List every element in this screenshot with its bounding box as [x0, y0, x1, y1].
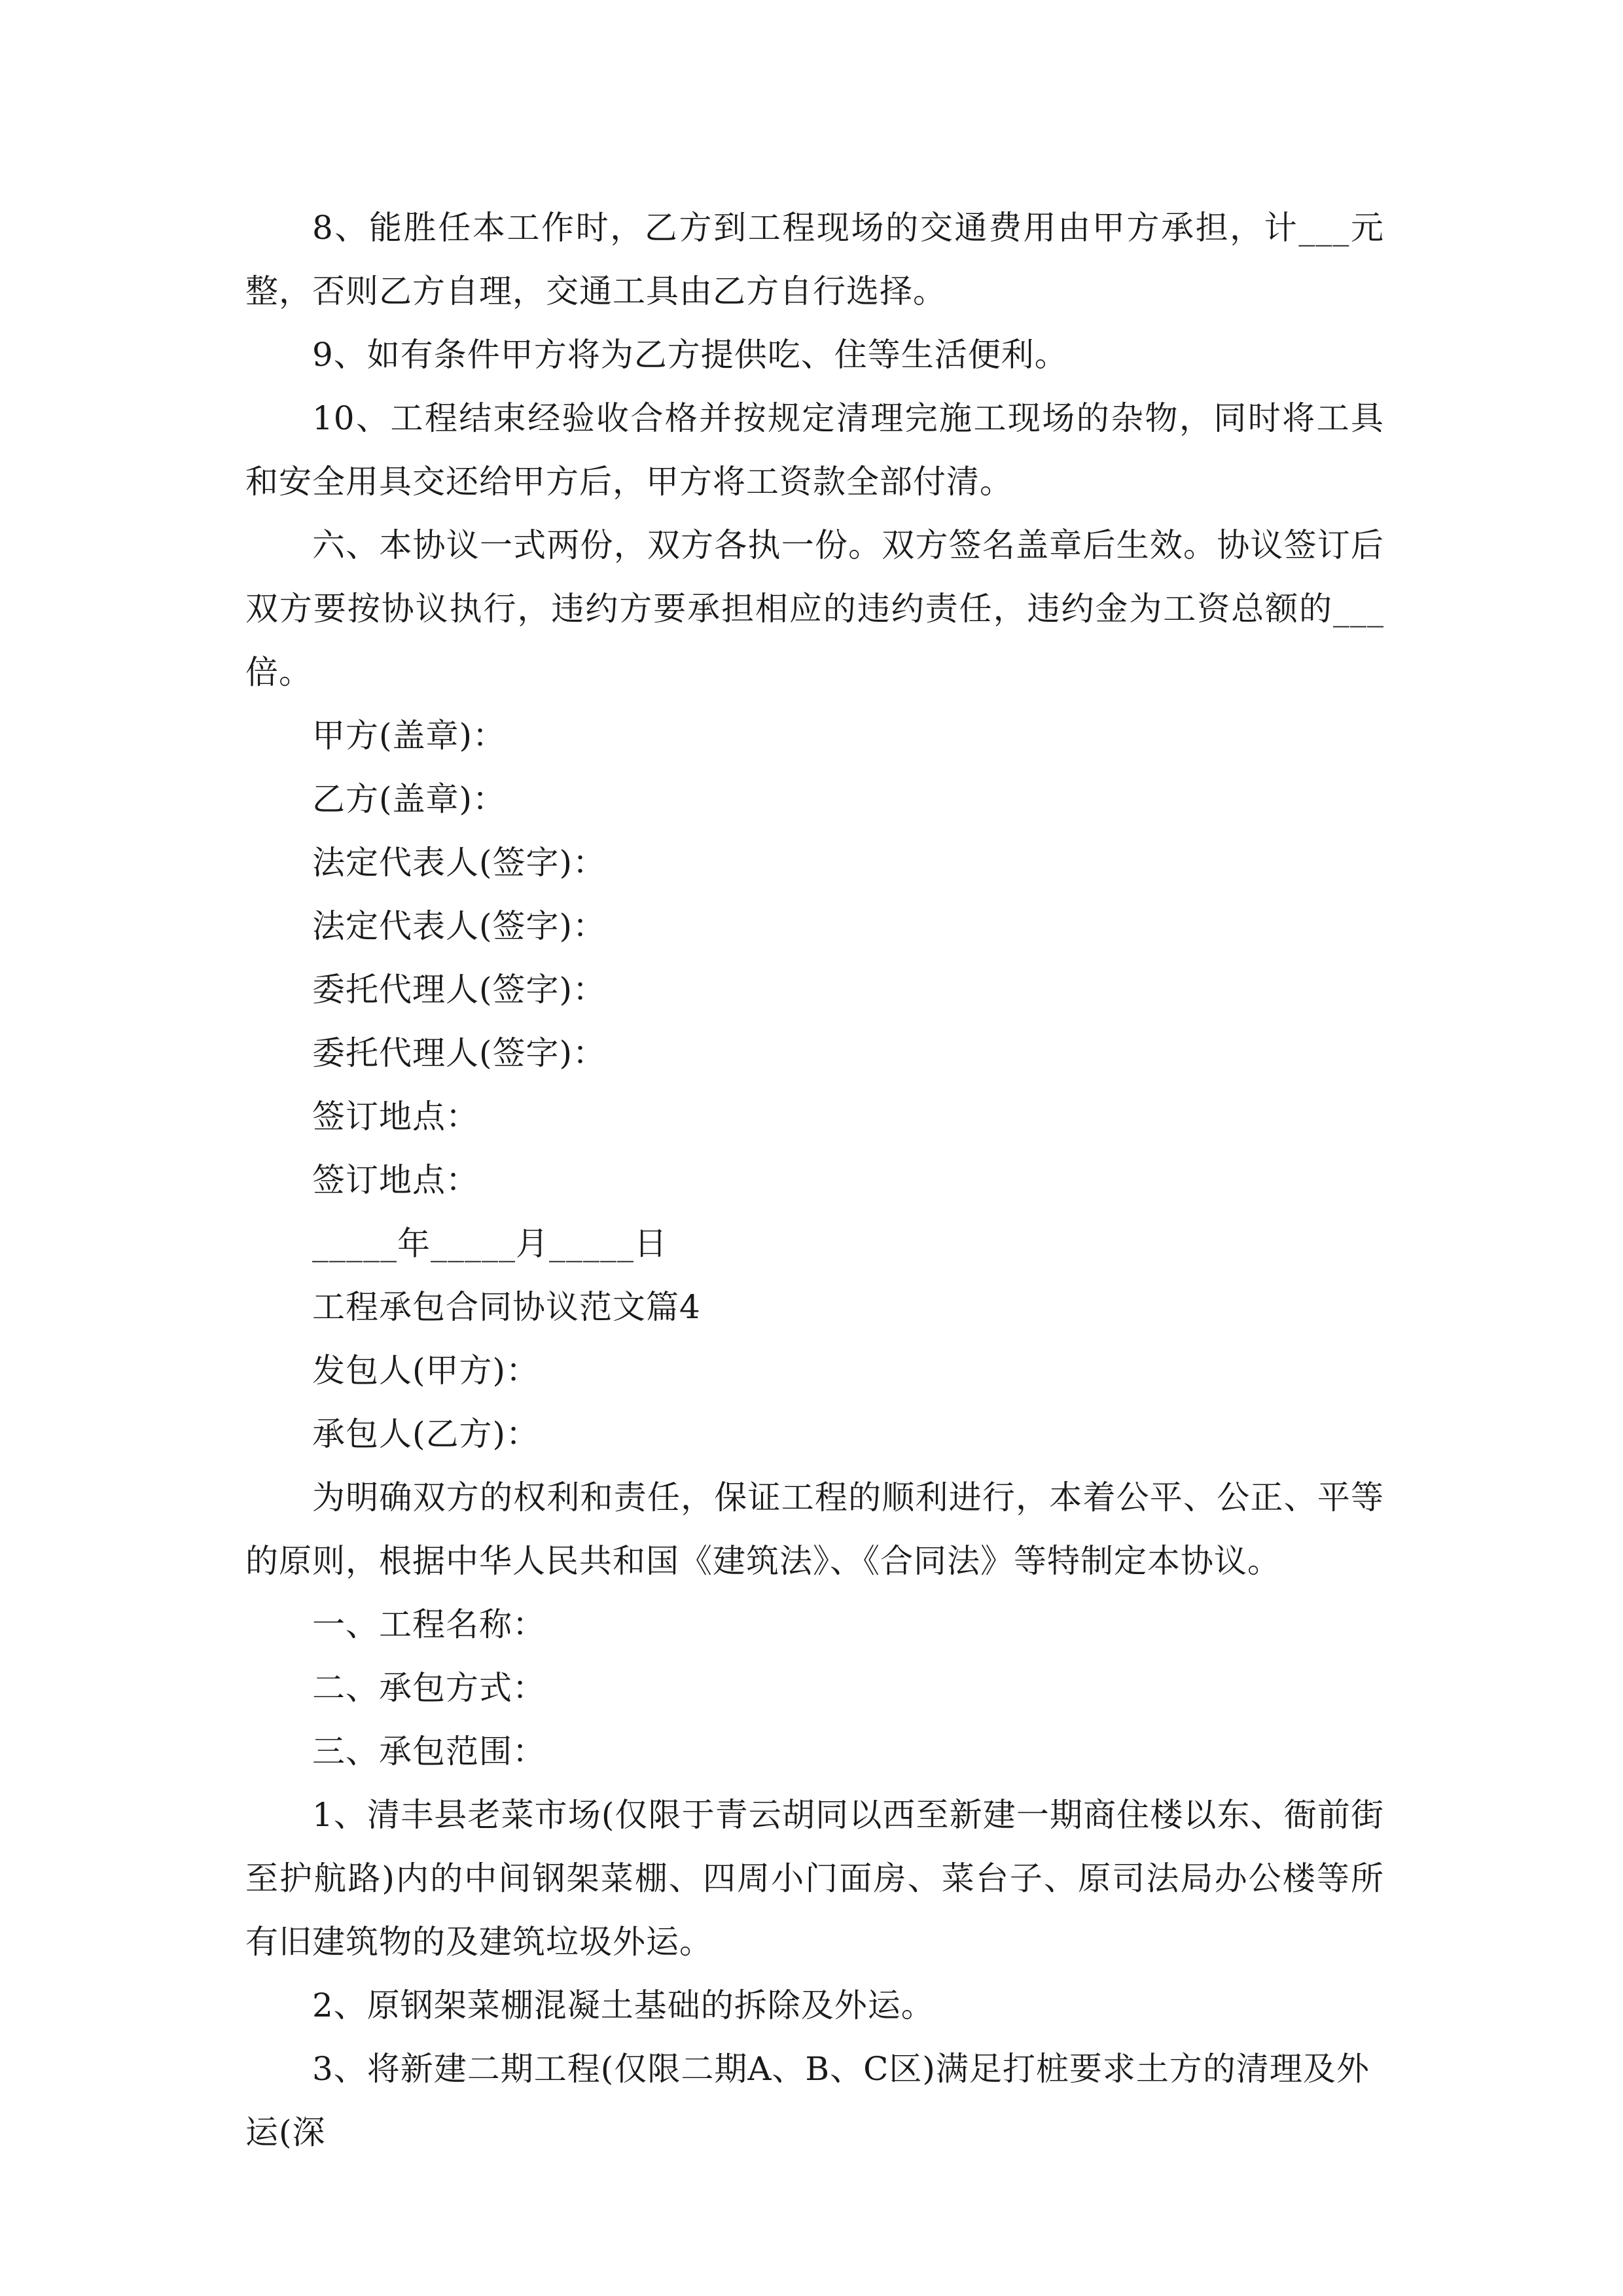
signature-legal-rep-1: 法定代表人(签字)：: [312, 844, 607, 882]
paragraph-scope-1: 1、清丰县老菜市场(仅限于青云胡同以西至新建一期商住楼以东、衙前街至护航路)内的中间钢架菜棚、四周小门面房、菜台子、原司法局办公楼等所有旧建筑物的及建筑垃圾外运。: [245, 1796, 1384, 1961]
signature-legal-rep-2: 法定代表人(签字)：: [312, 907, 607, 945]
heading-contract-scope: 三、承包范围：: [312, 1732, 546, 1770]
heading-project-name: 一、工程名称：: [312, 1605, 546, 1643]
contractor-party-b: 承包人(乙方)：: [312, 1415, 540, 1453]
paragraph-clause-10: 10、工程结束经验收合格并按规定清理完施工现场的杂物，同时将工具和安全用具交还给甲方后，甲方将工资款全部付清。: [245, 399, 1384, 501]
signature-agent-2: 委托代理人(签字)：: [312, 1034, 607, 1072]
signature-party-a-seal: 甲方(盖章)：: [312, 717, 507, 755]
heading-contract-method: 二、承包方式：: [312, 1669, 546, 1707]
employer-party-a: 发包人(甲方)：: [312, 1352, 540, 1390]
paragraph-preamble: 为明确双方的权利和责任，保证工程的顺利进行，本着公平、公正、平等的原则，根据中华人民共和国《建筑法》、《合同法》等特制定本协议。: [245, 1479, 1384, 1580]
paragraph-clause-8: 8、能胜任本工作时，乙方到工程现场的交通费用由甲方承担，计___元整，否则乙方自理，交通工具由乙方自行选择。: [245, 209, 1384, 310]
paragraph-scope-3: 3、将新建二期工程(仅限二期A、B、C区)满足打桩要求土方的清理及外运(深: [245, 2050, 1370, 2151]
signing-place-1: 签订地点：: [312, 1098, 479, 1136]
paragraph-section-6: 六、本协议一式两份，双方各执一份。双方签名盖章后生效。协议签订后双方要按协议执行，违约方要承担相应的违约责任，违约金为工资总额的___倍。: [245, 526, 1384, 691]
paragraph-scope-2: 2、原钢架菜棚混凝土基础的拆除及外运。: [312, 1986, 935, 2024]
paragraph-clause-9: 9、如有条件甲方将为乙方提供吃、住等生活便利。: [312, 336, 1068, 374]
signature-party-b-seal: 乙方(盖章)：: [312, 780, 507, 818]
signing-place-2: 签订地点：: [312, 1161, 479, 1199]
section-title: 工程承包合同协议范文篇4: [312, 1288, 701, 1326]
document-body: [245, 196, 1384, 2164]
signature-agent-1: 委托代理人(签字)：: [312, 971, 607, 1009]
signing-date: _____年_____月_____日: [312, 1225, 668, 1263]
